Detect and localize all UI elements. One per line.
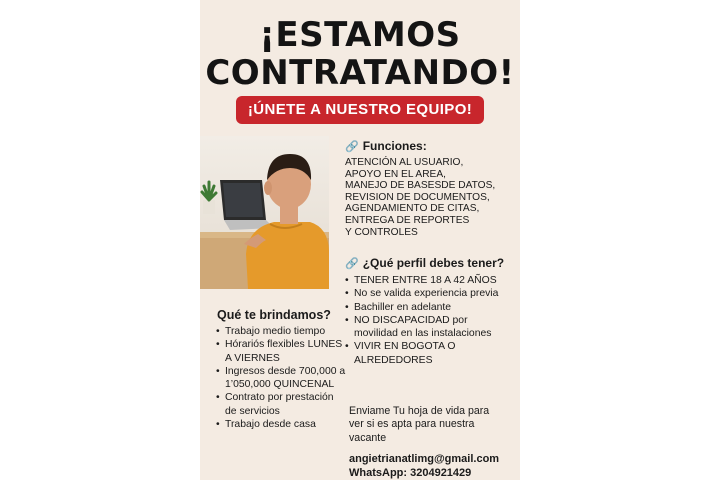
cta-text: Enviame Tu hoja de vida para ver si es apta para nuestra vacante: [349, 405, 490, 444]
email-link[interactable]: angietrianatlimg@gmail.com: [349, 453, 500, 465]
list-item: • Bachiller en adelante: [345, 301, 513, 314]
list-item: MANEJO DE BASESDE DATOS,: [345, 180, 496, 192]
list-item: • Contrato por prestación de servicios: [216, 391, 346, 418]
list-item: ENTREGA DE REPORTES: [345, 214, 470, 226]
job-poster: [200, 0, 520, 480]
perfil-list: [345, 274, 513, 367]
list-item: REVISION DE DOCUMENTOS,: [345, 191, 490, 203]
list-item: • No se valida experiencia previa: [345, 287, 513, 300]
list-item: • TENER ENTRE 18 A 42 AÑOS: [345, 274, 513, 287]
paperclip-icon: 🔗: [345, 258, 359, 270]
brindamos-list: [216, 325, 346, 431]
list-item: AGENDAMIENTO DE CITAS,: [345, 203, 480, 215]
list-item: • Trabajo desde casa: [216, 418, 346, 431]
headline-line-2: CONTRATANDO!: [205, 53, 515, 93]
headline-line-1: ¡ESTAMOS: [259, 15, 461, 55]
list-item: • NO DISCAPACIDAD por movilidad en las instalaciones: [345, 314, 513, 341]
funciones-heading: 🔗 Funciones:: [345, 139, 427, 153]
list-item: • Hórariós flexibles LUNES A VIERNES: [216, 338, 346, 365]
list-item: Y CONTROLES: [345, 226, 418, 238]
paperclip-icon: 🔗: [345, 141, 359, 153]
list-item: • Ingresos desde 700,000 a 1’050,000 QUINCENAL: [216, 365, 346, 392]
perfil-heading: 🔗 ¿Qué perfil debes tener?: [345, 256, 505, 270]
worker-photo: [200, 136, 329, 289]
whatsapp-number[interactable]: WhatsApp: 3204921429: [349, 467, 472, 479]
funciones-list: [345, 157, 515, 238]
brindamos-heading: Qué te brindamos?: [217, 308, 331, 322]
plant-pot-icon: [203, 200, 215, 214]
worker-at-laptop-illustration: [200, 136, 329, 289]
list-item: • VIVIR EN BOGOTA O ALREDEDORES: [345, 340, 513, 367]
list-item: • Trabajo medio tiempo: [216, 325, 346, 338]
list-item: ATENCIÓN AL USUARIO,: [345, 157, 464, 168]
list-item: APOYO EN EL AREA,: [345, 168, 446, 180]
join-team-banner: ¡ÚNETE A NUESTRO EQUIPO!: [236, 96, 484, 124]
